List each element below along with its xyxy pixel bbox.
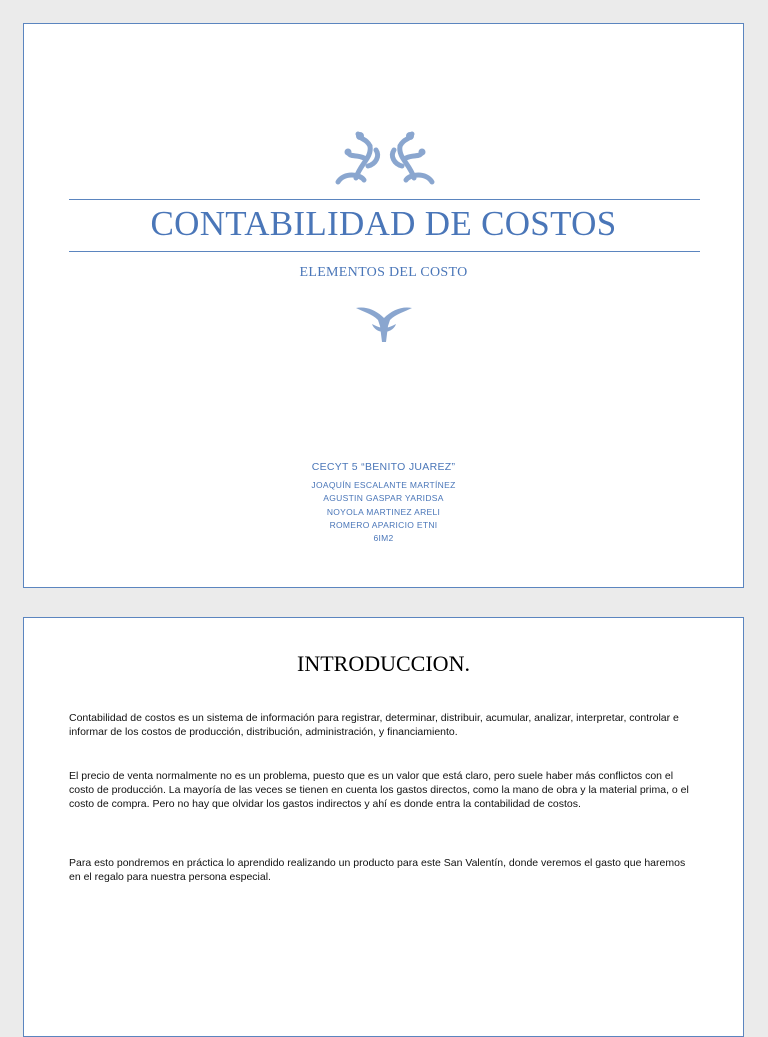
author-name: JOAQUÍN ESCALANTE MARTÍNEZ (311, 480, 456, 490)
cover-page (23, 23, 744, 588)
intro-paragraph: Contabilidad de costos es un sistema de información para registrar, determinar, distribuir, acumular, analizar, interpretar, controlar e informar de los costos de producción, distribución, administración, y financiamiento. (69, 712, 679, 738)
author-name: ROMERO APARICIO ETNI (329, 519, 438, 530)
group-code: 6IM2 (373, 533, 394, 544)
floral-scroll-icon (330, 128, 440, 188)
author-name: NOYOLA MARTINEZ ARELI (326, 506, 441, 517)
divider-line (69, 199, 700, 200)
intro-heading: INTRODUCCION. (297, 651, 470, 676)
author-name: AGUSTIN GASPAR YARIDSA (323, 493, 444, 504)
authors-list (24, 479, 743, 545)
intro-paragraph: Para esto pondremos en práctica lo aprendido realizando un producto para este San Valentín, donde veremos el gasto que haremos en el regalo para nuestra persona especial. (69, 857, 686, 883)
cover-subtitle: ELEMENTOS DEL COSTO (299, 265, 468, 280)
divider-line (69, 251, 700, 252)
intro-page (23, 617, 744, 1037)
fleur-divider-icon (354, 302, 414, 344)
intro-paragraph: El precio de venta normalmente no es un problema, puesto que es un valor que está claro, pero suele haber más conflictos con el costo de producción. La mayoría de las veces se tienen en cuenta los gastos directos, como la mano de obra y la material prima, o el costo de compra. Pero no hay que olvidar los gastos indirectos y ahí es donde entra la contabilidad de costos. (69, 770, 689, 810)
cover-title: CONTABILIDAD DE COSTOS (150, 204, 617, 243)
school-name: CECYT 5 “BENITO JUAREZ” (311, 461, 456, 473)
